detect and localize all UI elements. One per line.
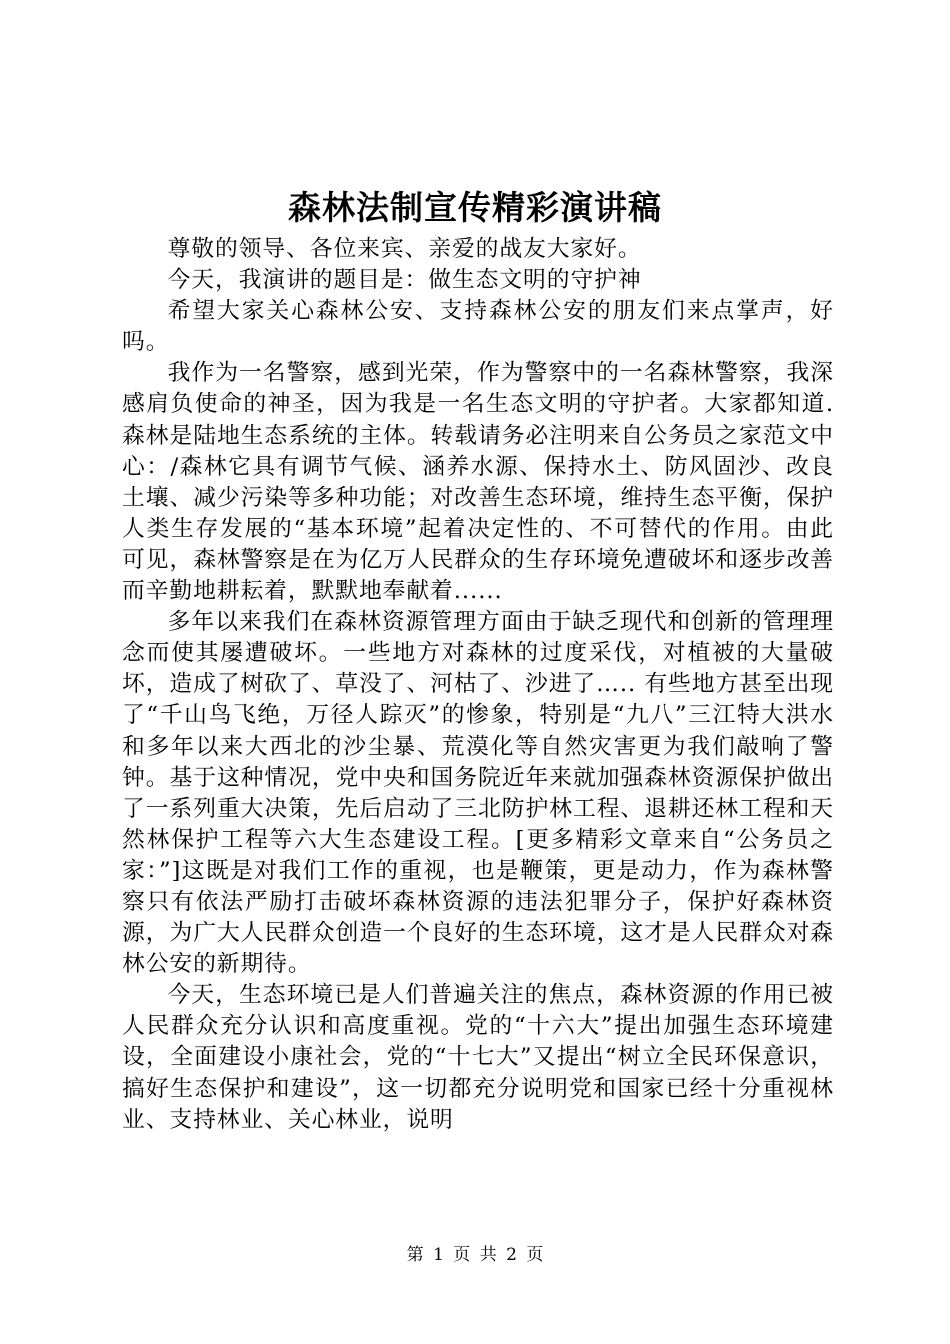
page-number-footer: 第 1 页 共 2 页 (406, 1245, 544, 1265)
paragraph-topic: 今天，我演讲的题目是：做生态文明的守护神 (167, 267, 642, 294)
document-body (122, 234, 834, 1136)
paragraph-forest-police: 我作为一名警察，感到光荣，作为警察中的一名森林警察，我深感肩负使命的神圣，因为我是一名生态文明的守护者。大家都知道.森林是陆地生态系统的主体。转载请务必注明来自公务员之家范文中心：/森林它具有调节气候、涵养水源、保持水土、防风固沙、改良土壤、减少污染等多种功能；对改善生态环境，维持生态平衡，保护人类生存发展的“基本环境”起着决定性的、不可替代的作用。由此可见，森林警察是在为亿万人民群众的生存环境免遭破坏和逐步改善而辛勤地耕耘着，默默地奉献着...... (122, 360, 834, 605)
document-title: 森林法制宣传精彩演讲稿 (288, 188, 662, 227)
paragraph-greeting: 尊敬的领导、各位来宾、亲爱的战友大家好。 (167, 236, 642, 262)
paragraph-forest-resources: 多年以来我们在森林资源管理方面由于缺乏现代和创新的管理理念而使其屡遭破坏。一些地方对森林的过度采伐，对植被的大量破坏，造成了树砍了、草没了、河枯了、沙进了….. 有些地方甚至出现了“千山鸟飞绝，万径人踪灭”的惨象，特别是“九八”三江特大洪水和多年以来大西北的沙尘暴、荒漠化等自然灾害更为我们敲响了警钟。基于这种情况，党中央和国务院近年来就加强森林资源保护做出了一系列重大决策，先后启动了三北防护林工程、退耕还林工程和天然林保护工程等六大生态建设工程。[更多精彩文章来自“公务员之家：”]这既是对我们工作的重视，也是鞭策，更是动力，作为森林警察只有依法严励打击破坏森林资源的违法犯罪分子，保护好森林资源，为广大人民群众创造一个良好的生态环境，这才是人民群众对森林公安的新期待。 (122, 609, 834, 978)
paragraph-ecological-environment: 今天，生态环境已是人们普遍关注的焦点，森林资源的作用已被人民群众充分认识和高度重视。党的“十六大”提出加强生态环境建设，全面建设小康社会，党的“十七大”又提出“树立全民环保意识，搞好生态保护和建设”，这一切都充分说明党和国家已经十分重视林业、支持林业、关心林业，说明 (122, 982, 834, 1133)
paragraph-applause: 希望大家关心森林公安、支持森林公安的朋友们来点掌声，好吗。 (122, 298, 834, 356)
